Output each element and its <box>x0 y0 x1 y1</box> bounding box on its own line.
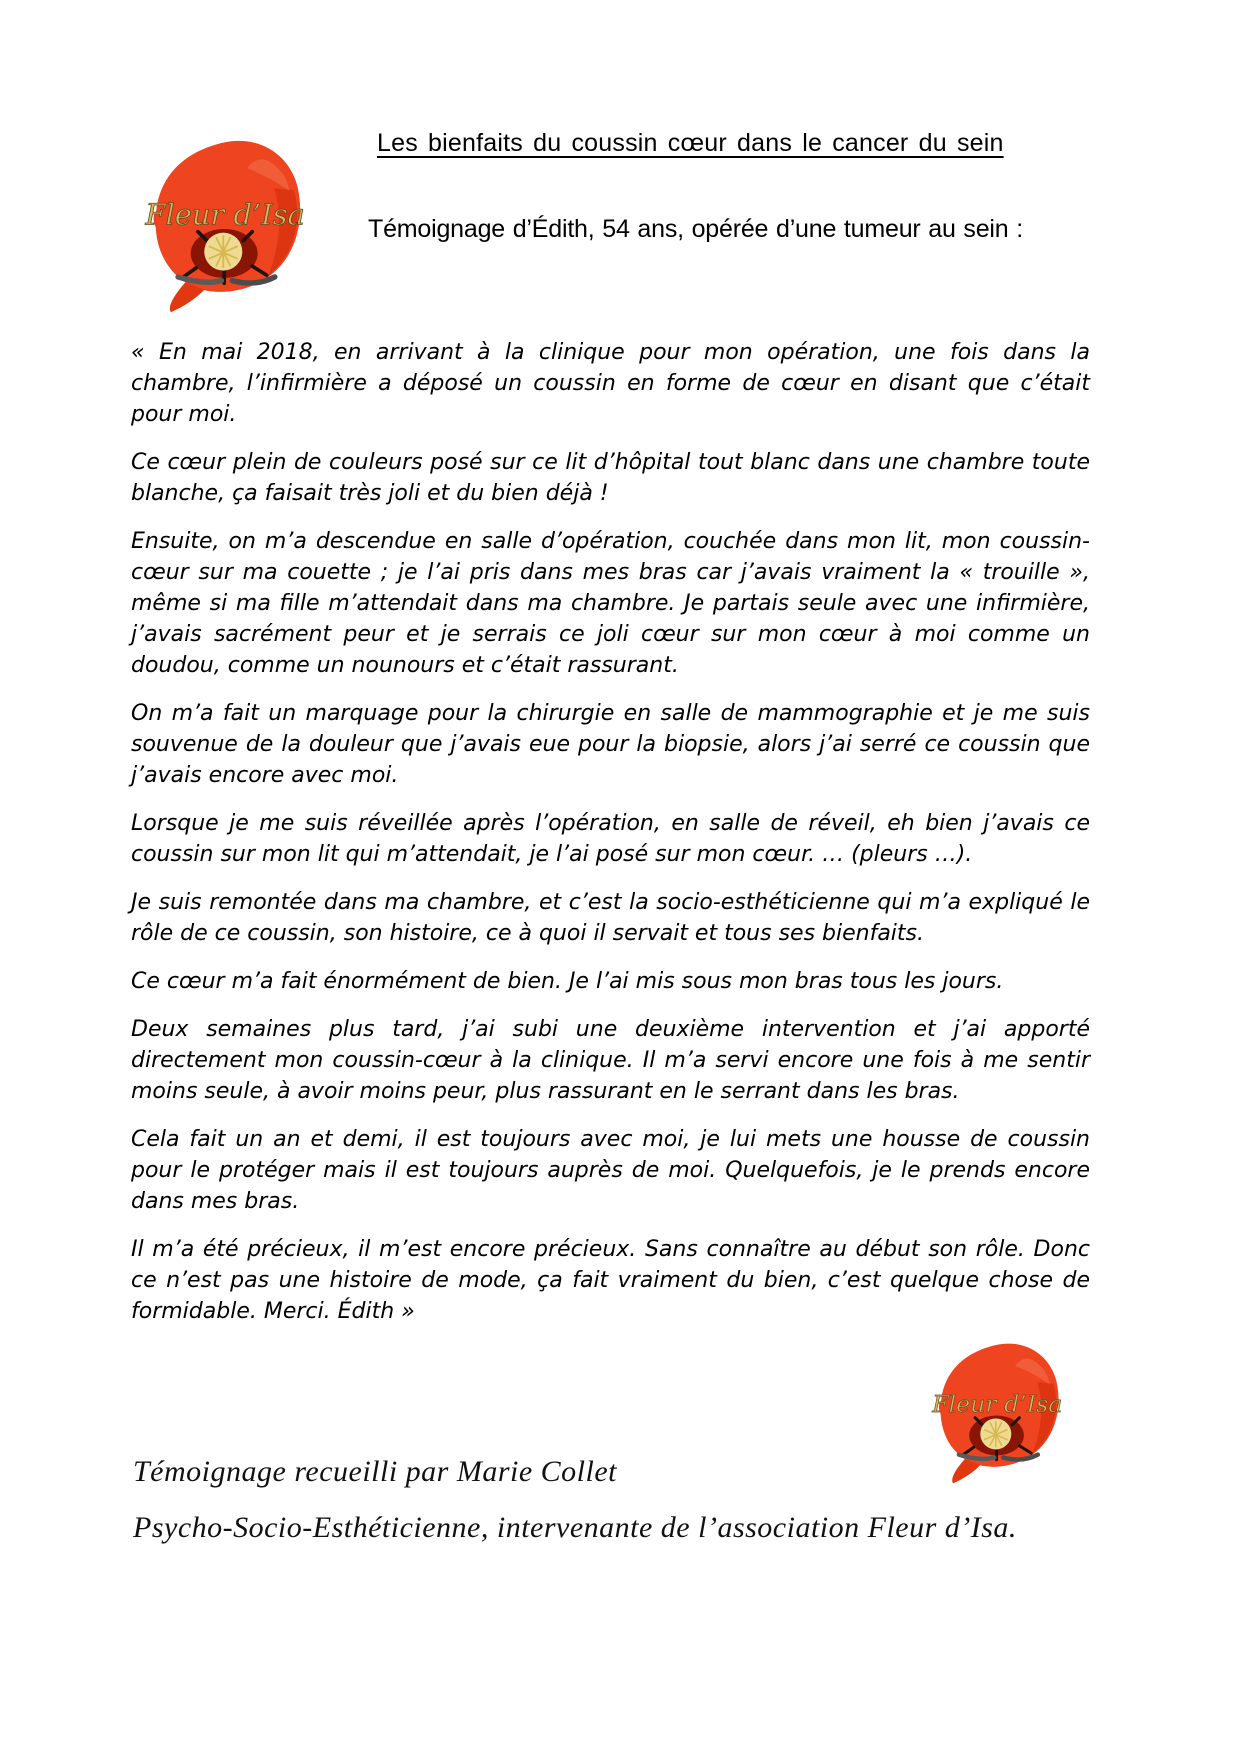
logo-wordmark: Fleur d’Isa <box>932 1389 1063 1418</box>
footer <box>133 1455 1017 1567</box>
testimony-paragraph: Deux semaines plus tard, j’ai subi une deuxième intervention et j’ai apporté directement mon coussin-cœur à la clinique. Il m’a servi encore une fois à me sentir moins seule, à avoir moins peur, plus rassurant en le serrant dans les bras. <box>131 1017 1090 1104</box>
page-title: Les bienfaits du coussin cœur dans le cancer du sein <box>377 129 1004 157</box>
footer-role-line: Psycho-Socio-Esthéticienne, intervenante de l’association Fleur d’Isa. <box>133 1511 1017 1544</box>
testimony-paragraph: « En mai 2018, en arrivant à la clinique pour mon opération, une fois dans la chambre, l’infirmière a déposé un coussin en forme de cœur en disant que c’était pour moi. <box>131 340 1090 427</box>
fleur-disa-logo-top <box>129 134 323 324</box>
testimony-paragraph: Ensuite, on m’a descendue en salle d’opération, couchée dans mon lit, mon coussin-cœur sur ma couette ; je l’ai pris dans mes bras car j’avais vraiment la « trouille », même si ma fille m’attendait dans ma chambre. Je partais seule avec une infirmière, j’avais sacrément peur et je serrais ce joli cœur sur mon cœur à moi comme un doudou, comme un nounours et c’était rassurant. <box>131 529 1090 678</box>
testimony-paragraph: Je suis remontée dans ma chambre, et c’est la socio-esthéticienne qui m’a expliqué le rôle de ce coussin, son histoire, ce à quoi il servait et tous ses bienfaits. <box>131 890 1090 946</box>
testimony-paragraph: Il m’a été précieux, il m’est encore précieux. Sans connaître au début son rôle. Donc ce n’est pas une histoire de mode, ça fait vraiment du bien, c’est quelque chose de formidable. Merci. Édith » <box>131 1237 1090 1324</box>
logo-wordmark: Fleur d’Isa <box>145 197 305 232</box>
testimony-body <box>131 337 1090 1344</box>
testimony-paragraph: On m’a fait un marquage pour la chirurgie en salle de mammographie et je me suis souvenue de la douleur que j’avais eue pour la biopsie, alors j’ai serré ce coussin que j’avais encore avec moi. <box>131 701 1090 788</box>
poppy-flower-icon <box>129 134 323 324</box>
testimony-paragraph: Lorsque je me suis réveillée après l’opération, en salle de réveil, eh bien j’avais ce coussin sur mon lit qui m’attendait, je l’ai posé sur mon cœur. … (pleurs …). <box>131 811 1090 867</box>
footer-author-line: Témoignage recueilli par Marie Collet <box>133 1455 617 1488</box>
testimony-paragraph: Ce cœur m’a fait énormément de bien. Je l’ai mis sous mon bras tous les jours. <box>131 969 1004 994</box>
page-subtitle: Témoignage d’Édith, 54 ans, opérée d’une tumeur au sein : <box>368 215 1023 243</box>
testimony-paragraph: Ce cœur plein de couleurs posé sur ce lit d’hôpital tout blanc dans une chambre toute blanche, ça faisait très joli et du bien déjà ! <box>131 450 1090 506</box>
testimony-paragraph: Cela fait un an et demi, il est toujours avec moi, je lui mets une housse de coussin pour le protéger mais il est toujours auprès de moi. Quelquefois, je le prends encore dans mes bras. <box>131 1127 1090 1214</box>
